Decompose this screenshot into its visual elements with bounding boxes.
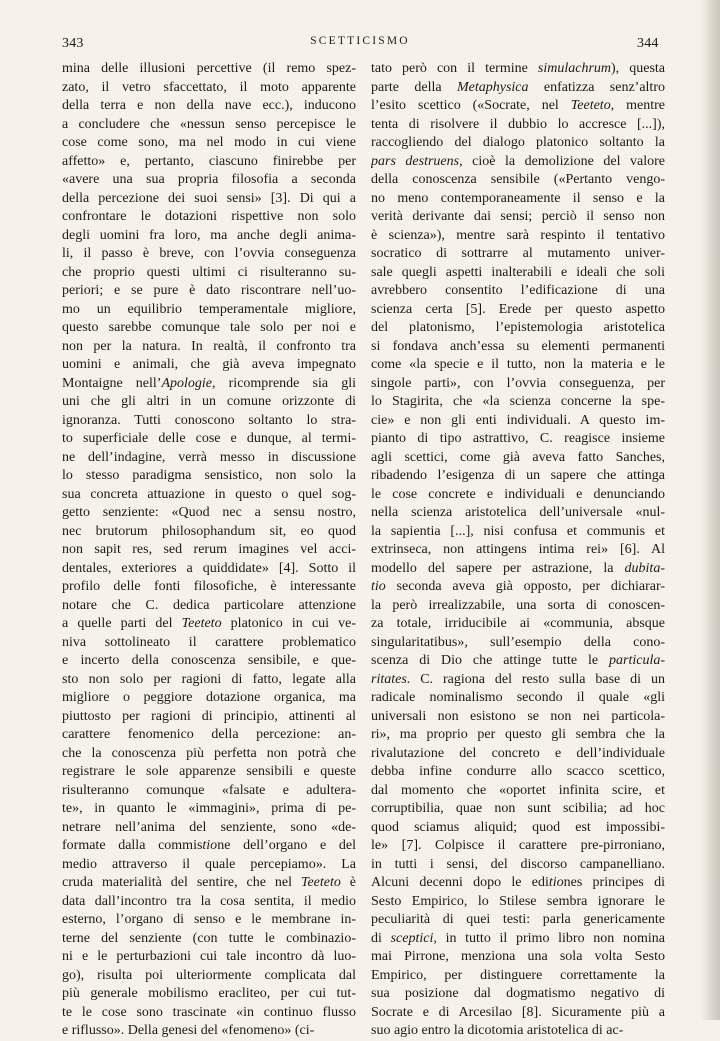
text-line: data dall’incontro tra la cosa sentita, il medio bbox=[62, 893, 356, 909]
text-line: peculiarità di quei testi: parla genericamente bbox=[371, 912, 665, 927]
text-line: universali non esistono se non nei particola- bbox=[371, 708, 665, 724]
text-line: ri», ma proprio per questo gli sembra che la bbox=[371, 727, 665, 742]
text-line: sale quegli aspetti inalterabili e ideali che soli bbox=[371, 264, 665, 280]
text-line: scenza di Dio che attinge tutte le particula- bbox=[371, 653, 665, 668]
text-line: risulteranno comunque «falsate e adultera- bbox=[62, 782, 356, 798]
text-line: suo agio entro la dicotomia aristotelica di ac- bbox=[371, 1023, 624, 1038]
text-line: migliore o peggiore dotazione organica, ma bbox=[62, 690, 356, 705]
text-line: sua concreta attuazione in questo o quel sog- bbox=[62, 486, 356, 502]
text-line: li, il passo è breve, con l’ovvia conseguenza bbox=[62, 246, 356, 261]
text-line: in tutti i sensi, del discorso campanelliano. bbox=[371, 856, 665, 872]
text-line: sua posizione dal dogmatismo negativo di bbox=[371, 986, 665, 1001]
text-line: radicale nominalismo secondo il quale «gli bbox=[371, 690, 665, 705]
text-line: formate dalla commistione dell’organo e del bbox=[62, 838, 356, 853]
text-line: sto non solo per ragioni di fatto, legate alla bbox=[62, 671, 356, 687]
text-line: no meno contemporaneamente il senso e la bbox=[371, 190, 665, 206]
running-title: SCETTICISMO bbox=[310, 35, 410, 47]
text-line: niva sottolineato il carattere problematico bbox=[62, 634, 356, 650]
text-line: verità derivante dai sensi; perciò il senso non bbox=[371, 209, 665, 224]
text-line: agli scettici, come già aveva fatto Sanches, bbox=[371, 449, 665, 465]
text-line: degli uomini fra loro, ma anche degli anima- bbox=[62, 227, 356, 243]
text-line: tenta di risolvere il dubbio lo accresce [...]), bbox=[371, 116, 665, 132]
text-line: avrebbero consentito l’edificazione di una bbox=[371, 283, 665, 298]
text-line: lo stesso paradigma sensistico, non solo la bbox=[62, 468, 356, 483]
text-line: carattere fenomenico della percezione: an- bbox=[62, 727, 356, 742]
text-line: lo Stagirita, che «la scienza concerne la spe- bbox=[371, 394, 665, 409]
text-line: to superficiale delle cose e dunque, al termi- bbox=[62, 431, 356, 446]
text-line: quod sciamus aliquid; quod est impossibi- bbox=[371, 819, 665, 835]
text-line: profilo delle fonti filosofiche, è interessante bbox=[62, 579, 356, 594]
text-line: della percezione dei suoi sensi» [3]. Di qui a bbox=[62, 190, 356, 206]
text-line: affetto» e, pertanto, ciascuno finirebbe per bbox=[62, 153, 356, 169]
text-line: a concludere che «nessun senso percepisce le bbox=[62, 116, 356, 132]
text-line: la però irrealizzabile, una sorta di conoscen- bbox=[371, 597, 665, 613]
text-line: ritates. C. ragiona del resto sulla base di un bbox=[371, 671, 665, 687]
text-column-left bbox=[62, 60, 356, 1041]
text-line: raccogliendo del dialogo platonico soltanto la bbox=[371, 135, 665, 150]
text-line: l’esito scettico («Socrate, nel Teeteto, mentre bbox=[371, 98, 665, 113]
text-line: ni e le perturbazioni cui tale incontro dà luo- bbox=[62, 949, 356, 964]
text-line: cruda materialità del sentire, che nel Teeteto è bbox=[62, 875, 356, 890]
text-line: te le cose sono trascinate «in continuo flusso bbox=[62, 1004, 356, 1020]
text-line: ribadendo l’esigenza di un sapere che attinga bbox=[371, 468, 665, 483]
text-line: pianto di tipo astrattivo, C. reagisce insieme bbox=[371, 431, 665, 446]
text-line: «avere una sua propria filosofia a seconda bbox=[62, 172, 356, 187]
text-line: le cose concrete e individuali e denunciando bbox=[371, 486, 665, 502]
text-line: le» [7]. Colpisce il carattere pre-pirroniano, bbox=[371, 838, 665, 853]
text-column-right bbox=[371, 60, 665, 1041]
text-line: singole parti», con l’ovvia conseguenza, per bbox=[371, 375, 665, 391]
text-line: ignoranza. Tutti conoscono soltanto lo stra- bbox=[62, 412, 356, 428]
text-line: dal momento che «oportet infinita scire, et bbox=[371, 782, 665, 798]
text-line: getto senziente: «Quod nec a sensu nostro, bbox=[62, 505, 356, 520]
text-line: la sapientia [...], nisi confusa et communis et bbox=[371, 523, 665, 539]
text-line: registrare le sole apparenze sensibili e queste bbox=[62, 764, 356, 779]
text-line: terne del senziente (con tutte le combinazio- bbox=[62, 930, 356, 946]
text-line: e incerto della conoscenza sensibile, e que- bbox=[62, 653, 356, 668]
page-number-left: 343 bbox=[62, 36, 84, 51]
text-line: della terra e non della nave ecc.), inducono bbox=[62, 98, 356, 113]
text-line: che proprio questi ultimi ci risulteranno su- bbox=[62, 264, 356, 280]
text-line: uomini e animali, che già aveva impegnato bbox=[62, 357, 356, 372]
text-line: corruptibilia, quae non sunt scibilia; ad hoc bbox=[371, 801, 665, 816]
text-line: è scienza»), mentre sarà respinto il tentativo bbox=[371, 227, 665, 243]
text-line: tato però con il termine simulachrum), questa bbox=[371, 61, 665, 76]
text-line: come «la specie e il tutto, non la materia e le bbox=[371, 357, 665, 372]
text-line: extrinseca, non attingens intima rei» [6]. Al bbox=[371, 542, 665, 557]
text-line: non sapit res, sed rerum imagines vel acci- bbox=[62, 542, 356, 557]
text-line: go), risulta poi ulteriormente complicata dal bbox=[62, 967, 356, 983]
text-line: Socrate e di Arcesilao [8]. Sicuramente più a bbox=[371, 1004, 665, 1020]
text-line: notare che C. dedica particolare attenzione bbox=[62, 597, 356, 613]
text-line: modello del sapere per astrazione, la dubita- bbox=[371, 560, 665, 576]
text-line: che la conoscenza più perfetta non potrà che bbox=[62, 745, 356, 761]
text-line: dentales, exteriores a quiddidate» [4]. Sotto il bbox=[62, 560, 356, 576]
text-line: Alcuni decenni dopo le editiones principes di bbox=[371, 875, 665, 890]
text-line: Empirico, per distinguere correttamente la bbox=[371, 967, 665, 983]
text-line: cie» e non gli enti individuali. A questo im- bbox=[371, 412, 665, 428]
text-line: debba infine condurre allo scacco scettico, bbox=[371, 764, 665, 779]
text-line: pars destruens, cioè la demolizione del valore bbox=[371, 153, 665, 169]
text-line: rivalutazione del concreto e dell’individuale bbox=[371, 745, 665, 761]
text-line: cose come sono, ma nel modo in cui viene bbox=[62, 135, 356, 150]
text-line: periori; e se pure è dato riscontrare nell’uo- bbox=[62, 283, 356, 298]
text-line: nella scienza aristotelica dell’universale «nul- bbox=[371, 505, 665, 520]
text-line: confrontare le dotazioni rispettive non solo bbox=[62, 209, 356, 224]
text-line: non per la natura. In realtà, il confronto tra bbox=[62, 338, 356, 354]
text-line: za totale, irriducibile ai «communia, absque bbox=[371, 616, 665, 631]
text-line: uni che gli altri in un comune orizzonte di bbox=[62, 394, 356, 409]
text-line: del platonismo, l’epistemologia aristotelica bbox=[371, 320, 665, 335]
text-line: più generale mobilismo eracliteo, per cui tut- bbox=[62, 986, 356, 1001]
text-line: nec brutorum philosophandum sit, eo quod bbox=[62, 523, 356, 539]
text-line: zato, il vetro sfaccettato, il moto apparente bbox=[62, 79, 356, 95]
text-line: della conoscenza sensibile («Pertanto vengo- bbox=[371, 172, 665, 187]
text-line: netrare nell’anima del senziente, sono «de- bbox=[62, 819, 356, 835]
page-number-right: 344 bbox=[637, 36, 659, 51]
text-line: parte della Metaphysica enfatizza senz’altro bbox=[371, 79, 665, 95]
text-line: te», in quanto le «immagini», prima di pe- bbox=[62, 801, 356, 816]
text-line: di sceptici, in tutto il primo libro non nomina bbox=[371, 930, 665, 946]
text-line: mai Pirrone, menziona una sola volta Sesto bbox=[371, 949, 665, 964]
text-line: mo un equilibrio temperamentale migliore, bbox=[62, 301, 356, 317]
text-line: mina delle illusioni percettive (il remo spez- bbox=[62, 61, 356, 76]
text-line: medio attraverso il quale percepiamo». La bbox=[62, 856, 356, 872]
text-line: questo sarebbe comunque tale solo per noi e bbox=[62, 320, 356, 335]
text-line: tio seconda aveva già opposto, per dichiarar- bbox=[371, 579, 665, 594]
text-line: Sesto Empirico, lo Stilese sembra ignorare le bbox=[371, 893, 665, 909]
text-line: si fondava anch’essa su elementi permanenti bbox=[371, 338, 665, 354]
text-line: piuttosto per ragioni di principio, attinenti al bbox=[62, 708, 356, 724]
text-line: socratico di sottrarre al mutamento univer- bbox=[371, 246, 665, 261]
text-line: singularitatibus», sull’esempio della cono- bbox=[371, 634, 665, 650]
text-line: a quelle parti del Teeteto platonico in cui ve- bbox=[62, 616, 356, 631]
text-line: ne dell’indagine, verrà messo in discussione bbox=[62, 449, 356, 465]
book-spine-shadow bbox=[700, 0, 720, 1020]
text-line: e riflusso». Della genesi del «fenomeno» (ci- bbox=[62, 1023, 315, 1038]
text-line: scienza certa [5]. Erede per questo aspetto bbox=[371, 301, 665, 317]
text-line: esterno, l’organo di senso e le membrane in- bbox=[62, 912, 356, 927]
text-line: Montaigne nell’Apologie, ricomprende sia gli bbox=[62, 375, 356, 391]
